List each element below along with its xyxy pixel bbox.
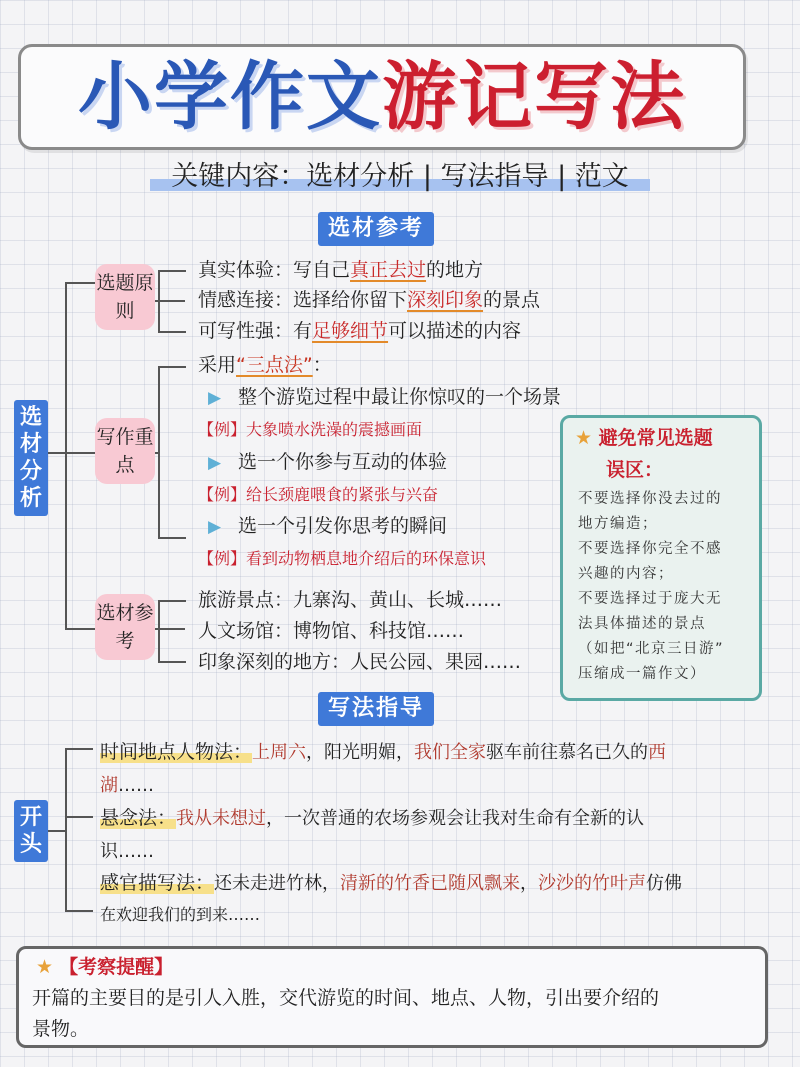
focus-point-text: 选一个你参与互动的体验 (238, 451, 448, 473)
focus-point-text: 整个游览过程中最让你惊叹的一个场景 (238, 386, 562, 408)
tree-branch (65, 910, 93, 912)
bracket-line (158, 270, 186, 272)
method-example-text: …… (118, 775, 154, 796)
warning-line: 地方编造； (578, 516, 658, 532)
focus-point (208, 449, 447, 476)
method-label: 时间地点人物法： (100, 741, 253, 763)
tree-branch (65, 628, 95, 630)
method-example-highlight: 我从未想过 (176, 808, 267, 829)
bracket-line (158, 600, 160, 662)
principle-text: 真实体验：写自己 (198, 259, 351, 281)
warning-line: 压缩成一篇作文） (578, 666, 706, 682)
star-icon: ★ (575, 427, 593, 449)
focus-intro (198, 352, 332, 378)
triangle-bullet-icon: ▶ (208, 453, 222, 473)
focus-intro-text: ： (312, 354, 332, 376)
focus-example: 【例】给长颈鹿喂食的紧张与兴奋 (198, 485, 439, 504)
warning-list (578, 487, 724, 687)
warning-line: （如把“北京三日游” (578, 641, 725, 657)
method-example-line2: 在欢迎我们的到来…… (100, 905, 261, 924)
method-example-highlight: 西 (648, 742, 667, 763)
focus-intro-text: 采用 (198, 354, 237, 376)
focus-intro-keyword: “三点法” (236, 354, 313, 376)
principle-item (198, 318, 521, 344)
method-example-text: 驱车前往慕名已久的 (486, 742, 649, 763)
reminder-line: 景物。 (32, 1018, 90, 1040)
bracket-line (158, 600, 186, 602)
tag-material-reference: 选材参考 (95, 594, 155, 660)
principle-text: 可写性强：有 (198, 320, 313, 342)
bracket-line (158, 537, 186, 539)
reference-item: 人文场馆：博物馆、科技馆…… (198, 620, 465, 642)
tree-branch (48, 830, 66, 832)
method-example-highlight: 上周六 (252, 742, 307, 763)
warning-title (575, 420, 713, 456)
method-example-text: ，一次普通的农场参观会让我对生命有全新的认 (266, 808, 645, 829)
tree-branch (65, 282, 95, 284)
method-label: 悬念法： (100, 807, 177, 829)
bracket-line (158, 366, 186, 368)
tree-branch (65, 452, 95, 454)
triangle-bullet-icon: ▶ (208, 517, 222, 537)
subtitle: 关键内容：选材分析 | 写法指导 | 范文 (150, 158, 650, 194)
method-example-text: ，阳光明媚， (306, 742, 415, 763)
bracket-line (158, 661, 186, 663)
method-example-line2: 识…… (100, 841, 154, 862)
warning-line: 兴趣的内容； (578, 566, 674, 582)
principle-text: 的地方 (426, 259, 484, 281)
side-label-opening (14, 800, 48, 862)
principle-item (198, 287, 540, 313)
bracket-line (155, 628, 185, 630)
reminder-title (36, 951, 173, 983)
bracket-line (155, 300, 185, 302)
warning-title-line: 误区： (606, 459, 664, 481)
tree-branch (48, 452, 66, 454)
warning-line: 不要选择你完全不感 (578, 541, 722, 557)
principle-item (198, 257, 483, 283)
tree-branch (65, 816, 93, 818)
tree-branch (65, 748, 93, 750)
method-example-highlight: 我们全家 (414, 742, 487, 763)
method-example-line2 (100, 773, 154, 799)
principle-keyword: 足够细节 (312, 320, 389, 342)
method-example-text: 还未走进竹林， (214, 873, 341, 894)
warning-line: 不要选择过于庞大无 (578, 591, 722, 607)
tag-topic-principle: 选题原则 (95, 264, 155, 330)
method-example-text: ， (520, 873, 539, 894)
method-time-place-people (100, 739, 666, 766)
principle-text: 的景点 (483, 289, 541, 311)
method-example-highlight: 清新的竹香已随风飘来 (340, 873, 521, 894)
principle-keyword: 深刻印象 (407, 289, 484, 311)
focus-example: 【例】看到动物栖息地介绍后的环保意识 (198, 549, 487, 568)
principle-text: 情感连接：选择给你留下 (198, 289, 408, 311)
reminder-title-text: 【考察提醒】 (59, 956, 174, 978)
side-label-text: 选材分析 (20, 405, 43, 511)
principle-text: 可以描述的内容 (388, 320, 522, 342)
focus-point-text: 选一个引发你思考的瞬间 (238, 515, 448, 537)
star-icon: ★ (36, 956, 54, 978)
side-label-material-analysis (14, 400, 48, 516)
reference-item: 旅游景点：九寨沟、黄山、长城…… (198, 589, 503, 611)
method-example-highlight: 湖 (100, 775, 118, 796)
side-label-text: 开头 (20, 805, 43, 857)
reminder-line: 开篇的主要目的是引人入胜，交代游览的时间、地点、人物，引出要介绍的 (32, 987, 660, 1009)
warning-line: 法具体描述的景点 (578, 616, 706, 632)
warning-line: 不要选择你没去过的 (578, 491, 722, 507)
method-example-highlight: 沙沙的竹叶声 (538, 873, 647, 894)
section-banner-writing-guide: 写法指导 (318, 692, 434, 726)
principle-keyword: 真正去过 (350, 259, 427, 281)
bracket-line (158, 331, 186, 333)
section-banner-material: 选材参考 (318, 212, 434, 246)
title-part2: 游记写法 (382, 54, 686, 140)
reference-item: 印象深刻的地方：人民公园、果园…… (198, 651, 522, 673)
method-suspense (100, 805, 644, 832)
tree-trunk (65, 282, 67, 630)
triangle-bullet-icon: ▶ (208, 388, 222, 408)
tag-writing-focus: 写作重点 (95, 418, 155, 484)
focus-point (208, 384, 561, 411)
focus-point (208, 513, 447, 540)
focus-example: 【例】大象喷水洗澡的震撼画面 (198, 420, 423, 439)
warning-title-line: 避免常见选题 (598, 427, 713, 449)
title-part1: 小学作文 (78, 54, 382, 140)
method-label: 感官描写法： (100, 872, 215, 894)
method-senses (100, 870, 682, 897)
method-example-text: 仿佛 (646, 873, 683, 894)
bracket-line (155, 452, 160, 454)
page-title (18, 44, 746, 150)
